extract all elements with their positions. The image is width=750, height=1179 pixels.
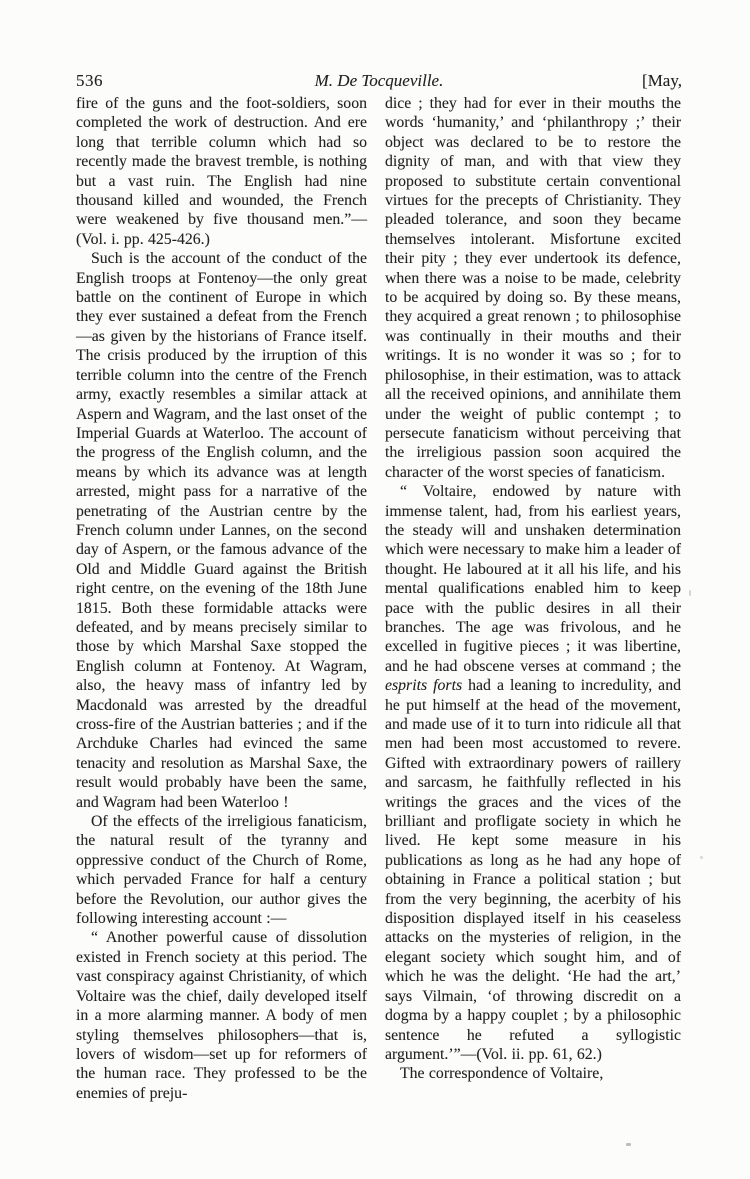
italic-phrase-esprits-forts: esprits forts <box>385 677 463 695</box>
quote-voltaire-post: had a leaning to incredulity, and he put himself at the head of the movement, and made use of it to turn into ridicule all that men had been most accustomed to revere. Gifted with extraordinary powers of raillery and sarcasm, he faithfully reflected in his writings the graces and the vices of the brilliant and profligate society in which he lived. He kept some measure in his publications as long as he had any hope of obtaining in France a political station ; but from the very beginning, the acerbity of his disposition displayed itself in his ceaseless attacks on the mysteries of religion, in the elegant society which sought him, and of which he was the delight. ‘He had the art,’ says Vilmain, ‘of throwing discredit on a dogma by a happy couplet ; by a philosophic sentence he refuted a syllogistic argument.’”—(Vol. ii. pp. 61, 62.) <box>385 677 681 1063</box>
left-column <box>76 94 367 1103</box>
page-header <box>76 71 682 91</box>
paragraph-correspondence: The correspondence of Voltaire, <box>400 1065 604 1083</box>
text-columns <box>76 94 681 1103</box>
scan-speck <box>689 590 691 596</box>
scan-speck <box>700 856 703 859</box>
page-number: 536 <box>76 71 103 90</box>
issue-date: [May, <box>642 71 682 90</box>
running-title: M. De Tocqueville. <box>314 71 444 90</box>
paragraph-quote-dissolution: “ Another powerful cause of dissolution existed in French society at this period. The vast conspiracy against Christianity, of which Voltaire was the chief, daily developed itself in a more alarming manner. A body of men styling themselves philosophers—that is, lovers of wisdom—set up for reformers of the human race. They professed to be the enemies of preju- <box>76 929 367 1102</box>
right-column <box>385 94 681 1103</box>
paragraph-fontenoy: Such is the account of the conduct of the English troops at Fontenoy—the only great battle on the continent of Europe in which they ever sustained a defeat from the French—as given by the historians of France itself. The crisis produced by the irruption of this terrible column into the centre of the French army, exactly resembles a similar attack at Aspern and Wagram, and the last onset of the Imperial Guards at Waterloo. The account of the progress of the English column, and the means by which its advance was at length arrested, might pass for a narrative of the penetrating of the Austrian centre by the French column under Lannes, on the second day of Aspern, or the famous advance of the Old and Middle Guard against the British right centre, on the evening of the 18th June 1815. Both these formidable attacks were defeated, and by means precisely similar to those by which Marshal Saxe stopped the English column at Fontenoy. At Wagram, also, the heavy mass of infantry led by Macdonald was arrested by the dreadful cross-fire of the Austrian batteries ; and if the Archduke Charles had evinced the same tenacity and resolution as Marshal Saxe, the result would probably have been the same, and Wagram had been Waterloo ! <box>76 250 367 811</box>
quote-voltaire-pre: “ Voltaire, endowed by nature with immense talent, had, from his earliest years, the steady will and unshaken determination which were necessary to make him a leader of thought. He laboured at it all his life, and his mental qualifications enabled him to keep pace with the public desires in all their branches. The age was frivolous, and he excelled in fugitive pieces ; it was libertine, and he had obscene verses at command ; the <box>385 483 681 675</box>
paragraph-quote-voltaire <box>385 482 681 1064</box>
paragraph-quote-philosophers: dice ; they had for ever in their mouths the words ‘humanity,’ and ‘philanthropy ;’ their object was declared to be to restore the dignity of man, and with that view they proposed to substitute certain conventional virtues for the precepts of Christianity. They pleaded tolerance, and soon they became themselves intolerant. Misfortune excited their pity ; they ever undertook its defence, when there was a noise to be made, celebrity to be acquired by doing so. By these means, they acquired a great renown ; to philosophise was continually in their mouths and their writings. It is no wonder it was so ; for to philosophise, in their estimation, was to attack all the received opinions, and annihilate them under the weight of public contempt ; to persecute fanaticism without perceiving that the irreligious passion soon acquired the character of the worst species of fanaticism. <box>385 95 681 481</box>
scan-speck <box>626 1143 631 1146</box>
paragraph-quote-continuation: fire of the guns and the foot-soldiers, soon completed the work of destruction. And ere long that terrible column which had so recently made the bravest tremble, is nothing but a vast ruin. The English had nine thousand killed and wounded, the French were weakened by five thousand men.”—(Vol. i. pp. 425-426.) <box>76 95 367 248</box>
paragraph-irreligious-fanaticism: Of the effects of the irreligious fanaticism, the natural result of the tyranny and oppressive conduct of the Church of Rome, which pervaded France for half a century before the Revolution, our author gives the following interesting account :— <box>76 813 367 928</box>
